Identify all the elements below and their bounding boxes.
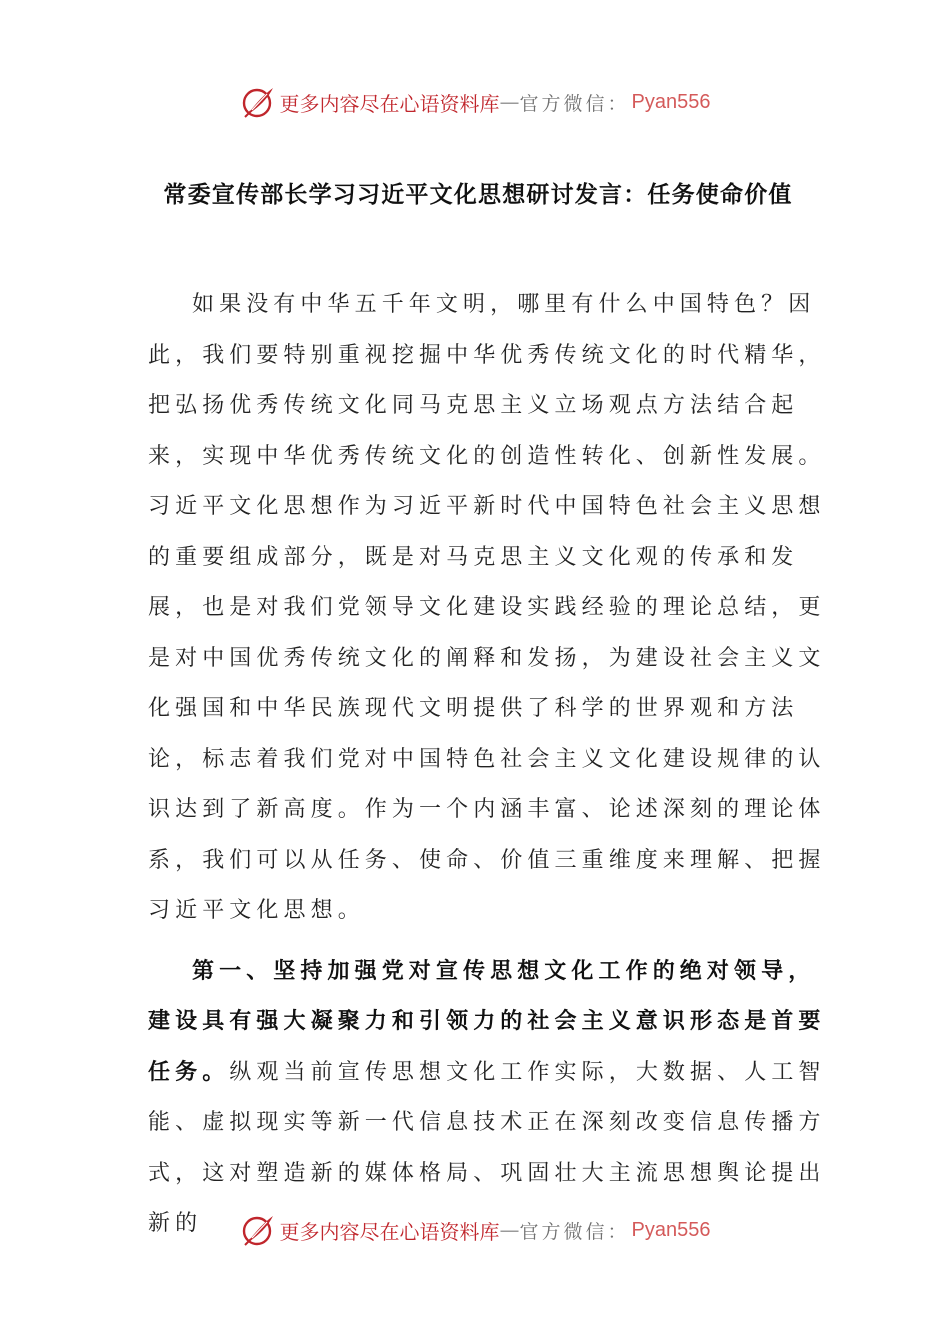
paragraph-intro: 如果没有中华五千年文明，哪里有什么中国特色？因此，我们要特别重视挖掘中华优秀传统文化的时代精华，把弘扬优秀传统文化同马克思主义立场观点方法结合起来，实现中华优秀传统文化的创造性转化、创新性发展。习近平文化思想作为习近平新时代中国特色社会主义思想的重要组成部分，既是对马克思主义文化观的传承和发展，也是对我们党领导文化建设实践经验的理论总结，更是对中国优秀传统文化的阐释和发扬，为建设社会主义文化强国和中华民族现代文明提供了科学的世界观和方法论，标志着我们党对中国特色社会主义文化建设规律的认识达到了新高度。作为一个内涵丰富、论述深刻的理论体系，我们可以从任务、使命、价值三重维度来理解、把握习近平文化思想。 (148, 292, 826, 923)
brand-text: 更多内容尽在心语资料库 (279, 91, 500, 116)
separator-dash: — (499, 90, 520, 114)
footer-banner (0, 1208, 950, 1252)
paragraph-first-point-text: 纵观当前宣传思想文化工作实际，大数据、人工智能、虚拟现实等新一代信息技术正在深刻改变信息传播方式，这对塑造新的媒体格局、巩固壮大主流思想舆论提出新的 (148, 1059, 826, 1236)
paragraph-first-point (148, 947, 828, 1250)
document-body (148, 280, 828, 1250)
wechat-label: 官方微信： (519, 1220, 630, 1243)
wechat-id: Pyan556 (631, 90, 711, 113)
separator-dash: — (499, 1218, 520, 1242)
document-title: 常委宣传部长学习习近平文化思想研讨发言：任务使命价值 (163, 182, 793, 208)
wechat-id: Pyan556 (631, 1218, 711, 1241)
quill-pen-logo-icon (240, 84, 276, 120)
wechat-label: 官方微信： (519, 92, 630, 115)
paragraph-heading-bold: 第一、坚持加强党对宣传思想文化工作的绝对领导，建设具有强大凝聚力和引领力的社会主义意识形态是首要任务。 (148, 958, 826, 1085)
quill-pen-logo-icon (240, 1212, 276, 1248)
brand-text: 更多内容尽在心语资料库 (279, 1219, 500, 1244)
header-banner (0, 80, 950, 124)
